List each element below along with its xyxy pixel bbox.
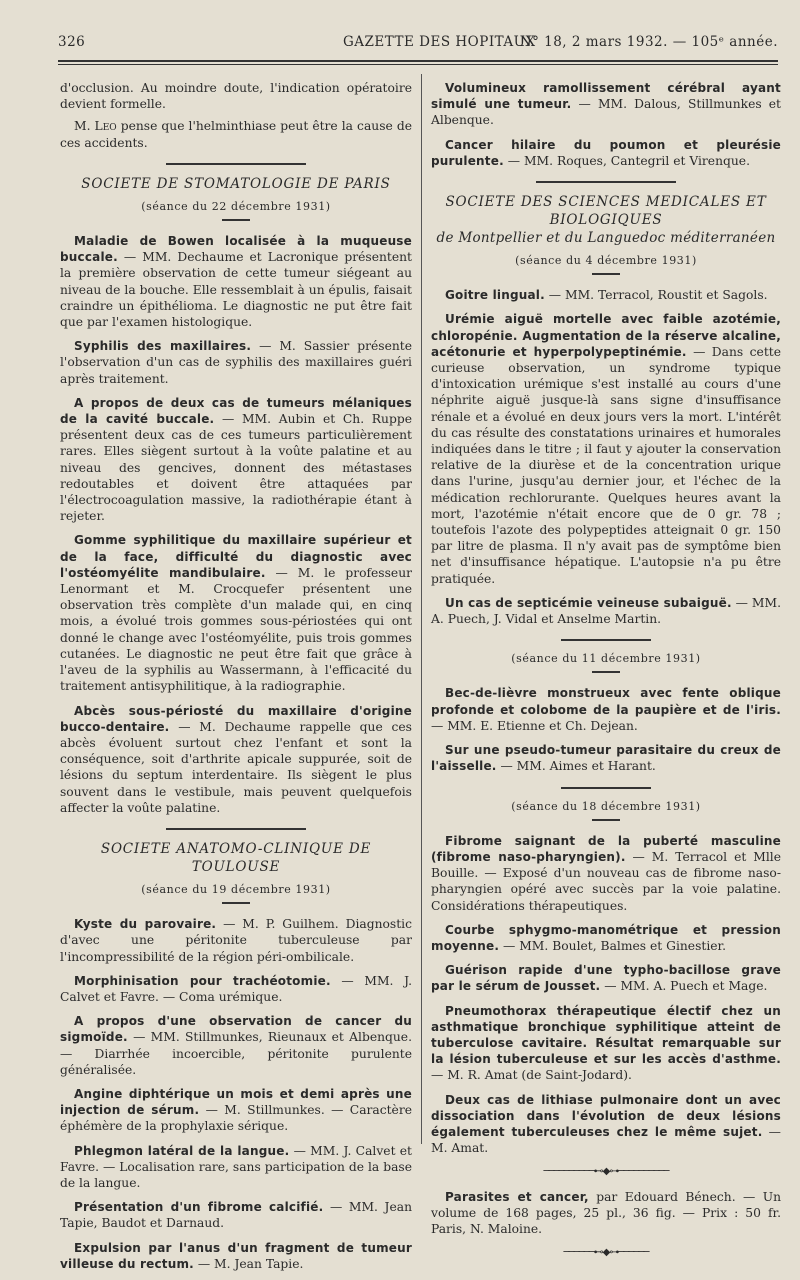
abstract-entry: A propos d'une observation de cancer du sigmoïde. — MM. Stillmunkes, Rieunaux et Albenque. — Diarrhée incoercible, péritonite purulente généralisée. (60, 1014, 412, 1077)
column-divider (421, 74, 422, 1144)
abstract-entry: Un cas de septicémie veineuse subaiguë. — MM. A. Puech, J. Vidal et Anselme Martin. (431, 595, 781, 627)
entry-title: A propos de deux cas de tumeurs mélaniques de la cavité buccale. (60, 395, 412, 427)
abstract-entry: Deux cas de lithiase pulmonaire dont un avec dissociation dans l'évolution de deux lésions également tuberculeuses chez le même sujet. — M. Amat. (431, 1092, 781, 1156)
entry-title: Maladie de Bowen localisée à la muqueuse buccale. (60, 234, 412, 265)
section-rule (561, 787, 651, 789)
entry-title: Présentation d'un fibrome calcifié. (74, 1200, 324, 1215)
abstract-entry: Gomme syphilitique du maxillaire supérieur et de la face, difficulté du diagnostic avec l'ostéomyélite mandibulaire. — M. le professeur Lenormant et M. Crocquefer présentent une observation très complète d'un malade qui, en cinq mois, a évolué trois gommes sous-périostées qui ont donné le change avec l'ostéomyélite, puis trois gommes cutanées. Le diagnostic ne peut être fait que grâce à l'aveu de la syphilis au Wassermann, à l'efficacité du traitement antisyphilitique, à la radiographie. (60, 533, 413, 694)
entry-title: Courbe sphygmo-manométrique et pression moyenne. (431, 922, 781, 953)
short-rule (592, 671, 620, 673)
header-rule (58, 60, 778, 62)
abstract-entry: Maladie de Bowen localisée à la muqueuse buccale. — MM. Dechaume et Lacronique présentent la première observation de cette tumeur siégeant au niveau de la bouche. Elle ressemblait à un épulis, faisait craindre un épithélioma. Le diagnostic ne put être fait que par l'examen histologique. (60, 234, 412, 330)
short-rule (222, 219, 250, 221)
abstract-entry: Abcès sous-périosté du maxillaire d'origine bucco-dentaire. — M. Dechaume rappelle que ces abcès évoluent surtout chez l'enfant et sont la conséquence, soit d'arthrite apicale suppurée, soit de lésions du septum interdentaire. Ils siègent le plus souvent dans le vestibule, mais peuvent quelquefois affecter la voûte palatine. (60, 703, 412, 815)
entry-title: Goitre lingual. (445, 288, 545, 303)
abstract-entry: Pneumothorax thérapeutique électif chez un asthmatique bronchique syphilitique atteint de tuberculose cavitaire. Résultat remarquable sur la lésion tuberculeuse et sur les accès d'asthme. — M. R. Amat (de Saint-Jodard). (431, 1003, 781, 1083)
abstract-entry: Angine diphtérique un mois et demi après une injection de sérum. — M. Stillmunkes. — Caractère éphémère de la prophylaxie sérique. (60, 1086, 412, 1134)
page-header (58, 34, 778, 54)
short-rule (222, 902, 250, 904)
entry-title: Bec-de-lièvre monstrueux avec fente oblique profonde et colobome de la paupière et de l'iris. (431, 686, 781, 717)
entry-title: Gomme syphilitique du maxillaire supérieur et de la face, difficulté du diagnostic avec l'ostéomyélite mandibulaire. (60, 533, 412, 580)
abstract-entry: Volumineux ramollissement cérébral ayant simulé une tumeur. — MM. Dalous, Stillmunkes et Albenque. (431, 81, 781, 128)
entry-title: A propos d'une observation de cancer du sigmoïde. (60, 1014, 412, 1045)
abstract-entry: A propos de deux cas de tumeurs mélaniques de la cavité buccale. — MM. Aubin et Ch. Ruppe présentent deux cas de ces tumeurs particulièrement rares. Elles siègent surtout à la voûte palatine et au niveau des gencives, donnent des métastases redoutables et doivent être attaquées par l'électrocoagulation massive, la radiothérapie étant à rejeter. (60, 395, 412, 524)
entry-title: Morphinisation pour trachéotomie. (74, 973, 331, 988)
entry-title: Fibrome saignant de la puberté masculine (fibrome naso-pharyngien). (431, 833, 781, 864)
abstract-entry: Bec-de-lièvre monstrueux avec fente oblique profonde et colobome de la paupière et de l'iris. — MM. E. Etienne et Ch. Dejean. (431, 686, 781, 733)
entry-title: Expulsion par l'anus d'un fragment de tumeur villeuse du rectum. (60, 1240, 412, 1271)
short-rule (592, 273, 620, 275)
abstract-entry: Fibrome saignant de la puberté masculine (fibrome naso-pharyngien). — M. Terracol et Mlle Bouille. — Exposé d'un nouveau cas de fibrome naso-pharyngien opéré avec succès par la voie palatine. Considérations thérapeutiques. (431, 833, 781, 913)
entry-title: Cancer hilaire du poumon et pleurésie purulente. (431, 137, 781, 168)
abstract-entry: Kyste du parovaire. — M. P. Guilhem. Diagnostic d'avec une péritonite tuberculeuse par l'incompressibilité de la région péri-ombilicale. (60, 917, 412, 964)
ornament-divider: ──────⊷◆⊶────── (563, 1247, 649, 1259)
seance-date: (séance du 11 décembre 1931) (511, 652, 701, 666)
entry-title: Volumineux ramollissement cérébral ayant simulé une tumeur. (431, 81, 781, 112)
section-rule (561, 639, 651, 641)
section-rule (166, 163, 306, 165)
continued-paragraph: d'occlusion. Au moindre doute, l'indication opératoire devient formelle. (60, 81, 412, 112)
abstract-entry: Phlegmon latéral de la langue. — MM. J. Calvet et Favre. — Localisation rare, sans participation de la base de la langue. (60, 1143, 412, 1190)
entry-title: Angine diphtérique un mois et demi après une injection de sérum. (60, 1086, 412, 1118)
entry-title: Abcès sous-périosté du maxillaire d'origine bucco-dentaire. (60, 703, 412, 734)
author-name: M. Leo (74, 119, 117, 134)
abstract-entry: Urémie aiguë mortelle avec faible azotémie, chloropénie. Augmentation de la réserve alcaline, acétonurie et hyperpolypeptinémie. — Dans cette curieuse observation, un syndrome typique d'intoxication urémique s'est installé au cours d'une néphrite aiguë jusque-là sans signe d'insuffisance rénale et a évolué en deux jours vers la mort. L'intérêt du cas résulte des constatations urinaires et humorales indiquées dans le titre ; il faut y ajouter la conservation relative de la diurèse et de la concentration urique dans l'urine, jusqu'au dernier jour, et l'échec de la médication rechlorurante. Quelques heures avant la mort, l'azotémie n'était encore que de 0 gr. 78 ; toutefois l'azote des polypeptides atteignait 0 gr. 150 par litre de plasma. Il n'y avait pas de symptôme bien net d'insuffisance hépatique. L'autopsie n'a pu être pratiquée. (431, 312, 781, 586)
book-title: Parasites et cancer, (445, 1189, 589, 1204)
entry-title: Deux cas de lithiase pulmonaire dont un avec dissociation dans l'évolution de deux lésions également tuberculeuses chez le même sujet. (431, 1092, 781, 1139)
abstract-entry: Syphilis des maxillaires. — M. Sassier présente l'observation d'un cas de syphilis des maxillaires guéri après traitement. (60, 339, 412, 386)
header-rule-thin (58, 64, 778, 65)
continued-paragraph: M. Leo pense que l'helminthiase peut être la cause de ces accidents. (60, 119, 412, 150)
entry-title: Pneumothorax thérapeutique électif chez un asthmatique bronchique syphilitique atteint de tuberculose cavitaire. Résultat remarquable sur la lésion tuberculeuse et sur les accès d'asthme. (431, 1003, 781, 1067)
page-number: 326 (58, 34, 86, 50)
short-rule (592, 819, 620, 821)
entry-title: Un cas de septicémie veineuse subaiguë. (445, 595, 732, 610)
abstract-entry: Courbe sphygmo-manométrique et pression moyenne. — MM. Boulet, Balmes et Ginestier. (431, 922, 781, 953)
book-notice: Parasites et cancer, par Edouard Bénech. — Un volume de 168 pages, 25 pl., 36 fig. — Prix : 50 fr. Paris, N. Maloine. (431, 1189, 781, 1236)
society-subheading: de Montpellier et du Languedoc méditerranéen (436, 230, 776, 247)
abstract-entry: Guérison rapide d'une typho-bacillose grave par le sérum de Jousset. — MM. A. Puech et Mage. (431, 963, 781, 994)
left-column (60, 80, 412, 1280)
right-column (431, 80, 781, 1269)
seance-date: (séance du 19 décembre 1931) (141, 882, 331, 896)
entry-title: Kyste du parovaire. (74, 917, 217, 932)
seance-date: (séance du 4 décembre 1931) (515, 254, 697, 268)
abstract-entry: Expulsion par l'anus d'un fragment de tumeur villeuse du rectum. — M. Jean Tapie. (60, 1240, 412, 1271)
entry-title: Urémie aiguë mortelle avec faible azotémie, chloropénie. Augmentation de la réserve alcaline, acétonurie et hyperpolypeptinémie. (431, 312, 781, 359)
issue-info: N° 18, 2 mars 1932. — 105ᵉ année. (519, 34, 778, 50)
society-heading: SOCIETE ANATOMO-CLINIQUE DE TOULOUSE (100, 840, 372, 875)
entry-title: Guérison rapide d'une typho-bacillose grave par le sérum de Jousset. (431, 963, 781, 994)
seance-date: (séance du 22 décembre 1931) (141, 199, 331, 213)
seance-date: (séance du 18 décembre 1931) (511, 799, 701, 813)
abstract-entry: Sur une pseudo-tumeur parasitaire du creux de l'aisselle. — MM. Aimes et Harant. (431, 743, 781, 774)
section-rule (166, 828, 306, 830)
abstract-entry: Cancer hilaire du poumon et pleurésie purulente. — MM. Roques, Cantegril et Virenque. (431, 137, 781, 168)
entry-title: Syphilis des maxillaires. (74, 339, 252, 354)
section-rule (536, 181, 676, 183)
entry-title: Phlegmon latéral de la langue. (74, 1143, 290, 1158)
ornament-divider: ──────────⊷◆⊶────────── (543, 1166, 669, 1178)
abstract-entry: Goitre lingual. — MM. Terracol, Roustit et Sagols. (445, 288, 768, 303)
entry-title: Sur une pseudo-tumeur parasitaire du creux de l'aisselle. (431, 743, 781, 774)
society-heading: SOCIETE DES SCIENCES MEDICALES ET BIOLOGIQUES (445, 194, 767, 229)
journal-title: GAZETTE DES HOPITAUX (343, 34, 536, 50)
abstract-entry: Morphinisation pour trachéotomie. — MM. J. Calvet et Favre. — Coma urémique. (60, 973, 412, 1004)
abstract-entry: Présentation d'un fibrome calcifié. — MM. Jean Tapie, Baudot et Darnaud. (60, 1200, 413, 1231)
society-heading: SOCIETE DE STOMATOLOGIE DE PARIS (81, 175, 391, 192)
